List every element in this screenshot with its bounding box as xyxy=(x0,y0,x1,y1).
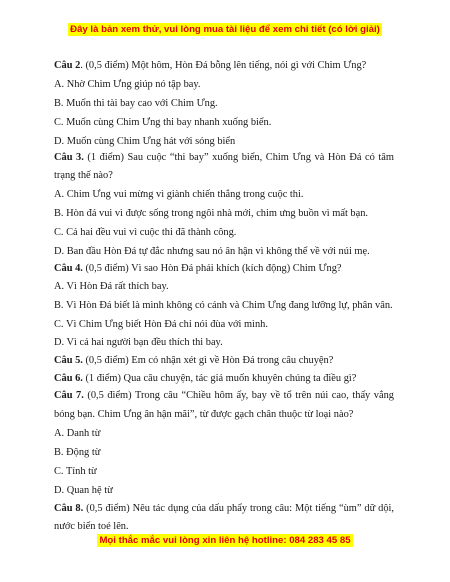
question-text: . (0,5 điểm) Một hôm, Hòn Đá bỗng lên tiếng, nói gì với Chim Ưng? xyxy=(80,60,367,71)
question-3-cont: trạng thế nào? xyxy=(54,170,113,181)
hotline-banner xyxy=(0,535,450,546)
option-q7-d: D. Quan hệ từ xyxy=(54,485,113,496)
question-text: (0,5 điểm) Trong câu “Chiều hôm ấy, bay về tổ trên núi cao, thấy vắng xyxy=(83,390,394,401)
option-q4-d: D. Vì cả hai người bạn đều thích thi bay. xyxy=(54,337,223,348)
question-4 xyxy=(54,263,342,275)
question-3 xyxy=(54,152,394,164)
option-q4-a: A. Vì Hòn Đá rất thích bay. xyxy=(54,281,169,292)
option-q7-c: C. Tính từ xyxy=(54,466,97,477)
question-8-cont: nước biển toé lên. xyxy=(54,521,129,532)
question-7-cont: bóng bạn. Chim Ưng ân hận mãi”, từ được gạch chân thuộc từ loại nào? xyxy=(54,409,354,420)
question-7 xyxy=(54,390,394,402)
question-number: Câu 8. xyxy=(54,503,84,514)
question-number: Câu 5. xyxy=(54,355,83,366)
option-q2-a: A. Nhờ Chim Ưng giúp nó tập bay. xyxy=(54,79,201,90)
preview-banner xyxy=(0,24,450,35)
question-text: (1 điểm) Qua câu chuyện, tác giả muốn khuyên chúng ta điều gì? xyxy=(82,373,357,384)
question-8 xyxy=(54,503,394,515)
preview-banner-text: Đây là bản xem thử, vui lòng mua tài liệu để xem chi tiết (có lời giải) xyxy=(70,24,380,35)
question-number: Câu 4. xyxy=(54,263,83,274)
option-q7-b: B. Động từ xyxy=(54,447,101,458)
option-q3-c: C. Cả hai đều vui vì cuộc thi đã thành công. xyxy=(54,227,237,238)
option-q2-d: D. Muốn cùng Chim Ưng hát với sóng biển xyxy=(54,136,236,147)
option-q3-b: B. Hòn đá vui vì được sống trong ngôi nhà mới, chim ưng buồn vì mất bạn. xyxy=(54,208,369,219)
question-text: (0,5 điểm) Em có nhận xét gì về Hòn Đá trong câu chuyện? xyxy=(82,355,334,366)
option-q4-c: C. Vì Chim Ưng biết Hòn Đá chỉ nói đùa với mình. xyxy=(54,319,268,330)
question-text: (0,5 điểm) Nêu tác dụng của dấu phẩy trong câu: Một tiếng “ùm” dữ dội, xyxy=(83,503,395,514)
question-2 xyxy=(54,60,366,72)
question-text: (0,5 điểm) Vì sao Hòn Đá phải khích (kích động) Chim Ưng? xyxy=(82,263,342,274)
question-number: Câu 6. xyxy=(54,373,83,384)
option-q3-d: D. Ban đầu Hòn Đá tự đắc nhưng sau nó ân hận vì không thể về với núi mẹ. xyxy=(54,246,370,257)
hotline-banner-text: Mọi thắc mắc vui lòng xin liên hệ hotline: 084 283 45 85 xyxy=(99,535,351,546)
option-q2-b: B. Muốn thi tài bay cao với Chim Ưng. xyxy=(54,98,218,109)
question-number: Câu 2 xyxy=(54,60,81,71)
question-number: Câu 3. xyxy=(54,152,84,163)
option-q7-a: A. Danh từ xyxy=(54,428,101,439)
option-q3-a: A. Chim Ưng vui mừng vì giành chiến thắng trong cuộc thi. xyxy=(54,189,304,200)
question-text: (1 điểm) Sau cuộc “thi bay” xuống biển, Chim Ưng và Hòn Đá có tâm xyxy=(83,152,395,163)
option-q4-b: B. Vì Hòn Đá biết là mình không có cánh và Chim Ưng đang lưỡng lự, phân vân. xyxy=(54,300,393,311)
question-5 xyxy=(54,355,333,367)
question-6 xyxy=(54,373,356,385)
question-number: Câu 7. xyxy=(54,390,84,401)
option-q2-c: C. Muốn cùng Chim Ưng thi bay nhanh xuống biển. xyxy=(54,117,272,128)
